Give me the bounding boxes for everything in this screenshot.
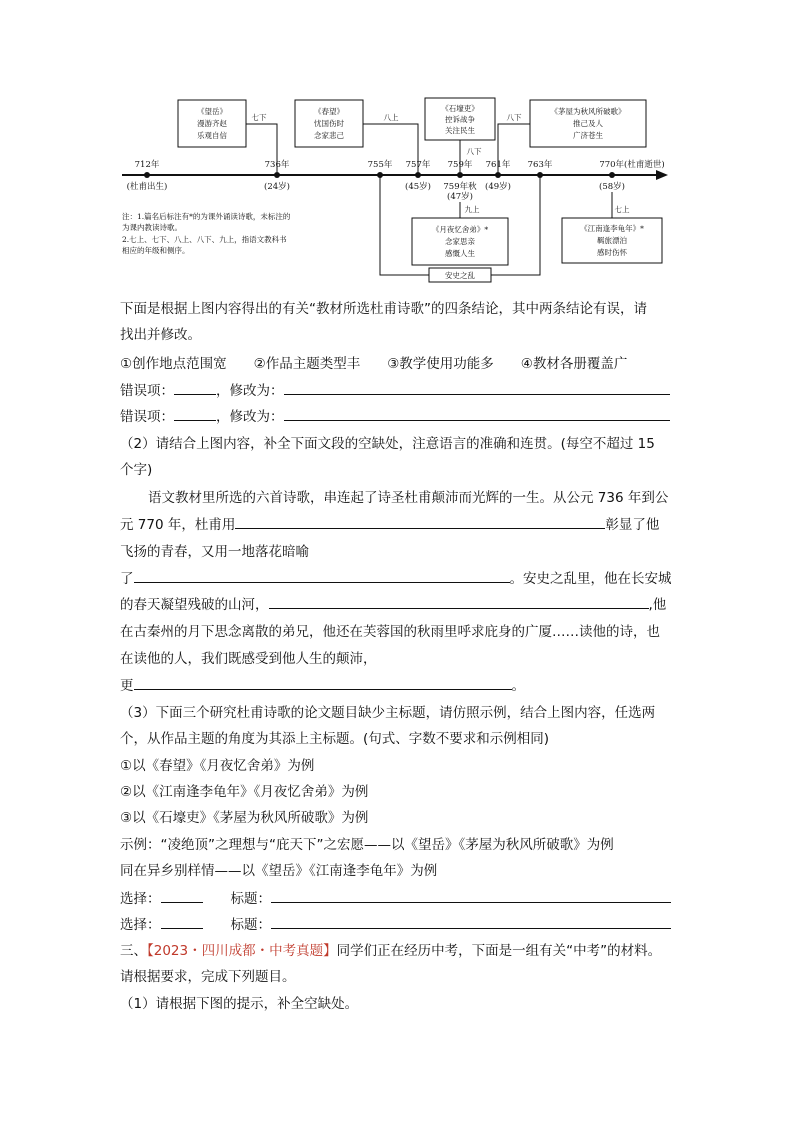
year-label: 757年 [405,160,431,170]
age-label: (58岁) [599,182,625,192]
title-blank[interactable] [271,888,671,903]
poem-theme: 广济苍生 [573,131,603,140]
section-text: 同学们正在经历中考，下面是一组有关“中考”的材料。 [336,943,662,959]
passage-line [120,512,676,538]
poem-theme: 感时伤怀 [597,248,627,257]
question-1-text: 下面是根据上图内容得出的有关“教材所选杜甫诗歌”的四条结论，其中两条结论有误，请 [120,301,647,317]
fix-blank[interactable] [284,380,670,395]
error-blank[interactable] [174,380,216,395]
passage-line: 在古秦州的月下思念离散的弟兄，他还在芙蓉国的秋雨里呼求庇身的广厦……读他的诗，也 [120,624,660,640]
dufu-timeline-diagram [0,0,794,290]
passage-text: 。 [511,678,525,694]
error-label: 错误项： [120,383,174,399]
poem-title: 《望岳》 [197,107,227,116]
note-line: 为课内教读诗歌。 [122,223,182,232]
answer-line-2 [120,404,676,430]
passage-text: 了 [120,571,134,587]
title-label: 标题： [230,917,271,933]
note-line: 注：1.篇名后标注有*的为课外诵读诗歌，未标注的 [122,212,291,221]
passage-text: 更 [120,678,134,694]
poem-title: 《江南逢李龟年》* [580,224,644,233]
timeline-arrow [656,170,668,180]
point-736 [274,172,280,178]
passage-text: ,他 [648,597,667,613]
note-line: 2.七上、七下、八上、八下、九上，指语文教科书 [122,235,287,244]
title-blank[interactable] [271,914,671,929]
note-line: 相应的年级和侧序。 [122,246,190,255]
poem-theme: 控诉战争 [445,115,475,124]
poem-theme: 念家思亲 [445,237,475,246]
question-1-text: 找出并修改。 [120,327,201,343]
question-3-text: 个，从作品主题的角度为其添上主标题。(句式、字数不要求和示例相同) [120,731,550,747]
choose-label: 选择： [120,917,161,933]
passage-line: 语文教材里所选的六首诗歌，串连起了诗圣杜甫颠沛而光辉的一生。从公元 736 年到公 [148,490,669,506]
passage-line [120,566,676,592]
passage-blank-3[interactable] [269,594,649,609]
choice-line-2 [120,912,676,938]
example-line-1: 示例：“凌绝顶”之理想与“庇天下”之宏愿——以《望岳》《茅屋为秋风所破歌》为例 [120,837,614,853]
question-2-text: 个字) [120,462,153,478]
question-2-text: （2）请结合上图内容，补全下面文段的空缺处，注意语言的准确和连贯。(每空不超过 15 [120,436,655,452]
grade-label: 九上 [464,205,480,214]
poem-theme: 乐观自信 [197,131,227,140]
section-3-heading [120,938,676,964]
passage-blank-2[interactable] [134,568,510,583]
year-label: 761年 [485,160,511,170]
question-3-text: （3）下面三个研究杜甫诗歌的论文题目缺少主标题，请仿照示例，结合上图内容，任选两 [120,705,656,721]
source-tag: 【2023・四川成都・中考真题】 [147,943,337,959]
poem-theme: 羁旅漂泊 [597,236,627,245]
point-770 [609,172,615,178]
age-label: (49岁) [485,182,511,192]
poem-theme: 关注民生 [445,126,475,135]
choice-line-1 [120,886,676,912]
poem-theme: 感慨人生 [445,249,475,258]
example-line-2: 同在异乡别样情——以《望岳》《江南逢李龟年》为例 [120,863,438,879]
section-3-text: 请根据要求，完成下列题目。 [120,969,296,985]
age-label: (45岁) [405,182,431,192]
passage-line: 在读他的人，我们既感受到他人生的颠沛， [120,651,377,667]
options-line: ①创作地点范围宽 ②作品主题类型丰 ③教学使用功能多 ④教材各册覆盖广 [120,356,628,372]
year-label: 759年 [447,160,473,170]
answer-line-1 [120,378,676,404]
grade-label: 七上 [614,205,630,214]
passage-text: 彰显了他 [605,517,660,533]
year-label: 755年 [367,160,393,170]
fix-label: ，修改为： [216,383,284,399]
choose-label: 选择： [120,891,161,907]
poem-theme: 念家悲己 [314,131,344,140]
year-label: 763年 [527,160,553,170]
paper-item-2: ②以《江南逢李龟年》《月夜忆舍弟》为例 [120,784,369,800]
passage-blank-1[interactable] [235,514,605,529]
age-label: (杜甫出生) [126,182,168,192]
age-label: 759年秋 [443,182,477,192]
passage-line [120,592,676,618]
poem-theme: 忧国伤时 [314,119,344,128]
passage-text: 的春天凝望残破的山河， [120,597,269,613]
poem-theme: 推己及人 [573,119,603,128]
grade-label: 八下 [506,113,522,122]
passage-line [120,673,676,699]
grade-label: 八上 [383,113,399,122]
error-label: 错误项： [120,409,174,425]
year-label: 736年 [264,160,290,170]
passage-blank-4[interactable] [134,675,512,690]
passage-text: 元 770 年，杜甫用 [120,517,236,533]
passage-line: 飞扬的青春，又用一地落花暗喻 [120,544,309,560]
age-label: (47岁) [447,192,473,202]
grade-label: 七下 [251,113,267,122]
year-label: 712年 [134,160,160,170]
error-blank[interactable] [174,406,216,421]
point-757 [415,172,421,178]
title-label: 标题： [230,891,271,907]
poem-title: 《月夜忆舍弟》* [431,225,489,234]
poem-title: 《茅屋为秋风所破歌》 [550,107,626,116]
anshi-label: 安史之乱 [445,271,475,280]
section-number: 三、 [120,943,147,959]
passage-text: 。安史之乱里，他在长安城 [509,571,672,587]
section-3-question-1: （1）请根据下图的提示，补全空缺处。 [120,996,359,1012]
point-759 [457,172,463,178]
poem-title: 《春望》 [314,107,344,116]
grade-label: 八下 [466,147,482,156]
choose-blank[interactable] [161,888,203,903]
timeline-svg [0,0,794,290]
year-label: 770年(杜甫逝世) [599,160,665,170]
fix-blank[interactable] [284,406,670,421]
poem-title: 《石壕吏》 [441,104,479,113]
point-761 [495,172,501,178]
age-label: (24岁) [264,182,290,192]
paper-item-3: ③以《石壕吏》《茅屋为秋风所破歌》为例 [120,810,369,826]
paper-item-1: ①以《春望》《月夜忆舍弟》为例 [120,758,315,774]
point-712 [144,172,150,178]
fix-label: ，修改为： [216,409,284,425]
choose-blank[interactable] [161,914,203,929]
poem-theme: 漫游齐赵 [197,119,227,128]
